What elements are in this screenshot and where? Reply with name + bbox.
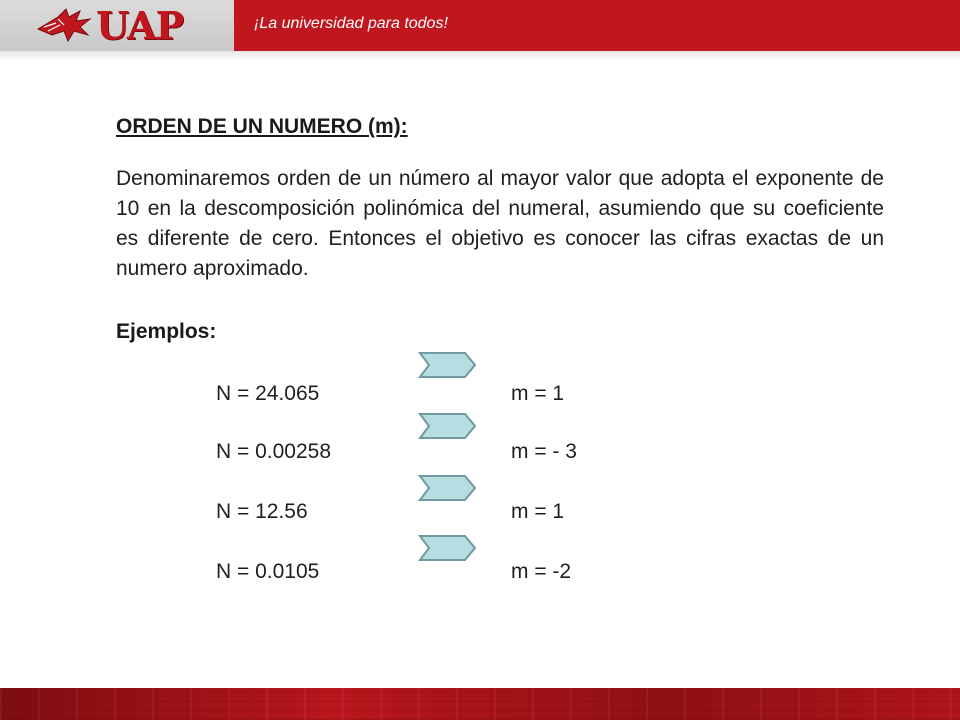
header bbox=[0, 0, 960, 51]
example-n-value: N = 0.00258 bbox=[216, 440, 332, 463]
chevron-arrow-icon bbox=[417, 533, 479, 563]
logo-text: UAP bbox=[96, 3, 184, 48]
definition-paragraph: Denominaremos orden de un número al mayor valor que adopta el exponente de 10 en la descomposición polinómica del numeral, asumiendo que su coeficiente es diferente de cero. Entonces el objetivo es conocer las cifras exactas de un numero aproximado. bbox=[116, 167, 884, 280]
example-n-value: N = 12.56 bbox=[216, 500, 308, 523]
example-m-value: m = 1 bbox=[511, 500, 565, 523]
example-m-value: m = - 3 bbox=[511, 440, 577, 463]
chevron-arrow-icon bbox=[417, 473, 479, 503]
example-m-value: m = -2 bbox=[511, 560, 572, 583]
footer-band bbox=[0, 688, 960, 720]
example-n-value: N = 24.065 bbox=[216, 382, 320, 405]
example-n-value: N = 0.0105 bbox=[216, 560, 320, 583]
section-title: ORDEN DE UN NUMERO (m): bbox=[116, 115, 408, 138]
logo-area bbox=[0, 0, 234, 51]
slogan: ¡La universidad para todos! bbox=[254, 15, 448, 32]
header-shadow bbox=[0, 51, 960, 61]
chevron-arrow-icon bbox=[417, 411, 479, 441]
main-content bbox=[116, 114, 884, 284]
example-m-value: m = 1 bbox=[511, 382, 565, 405]
chevron-arrow-icon bbox=[417, 350, 479, 380]
examples-title: Ejemplos: bbox=[116, 320, 217, 343]
winged-bird-logo-icon bbox=[36, 5, 96, 45]
